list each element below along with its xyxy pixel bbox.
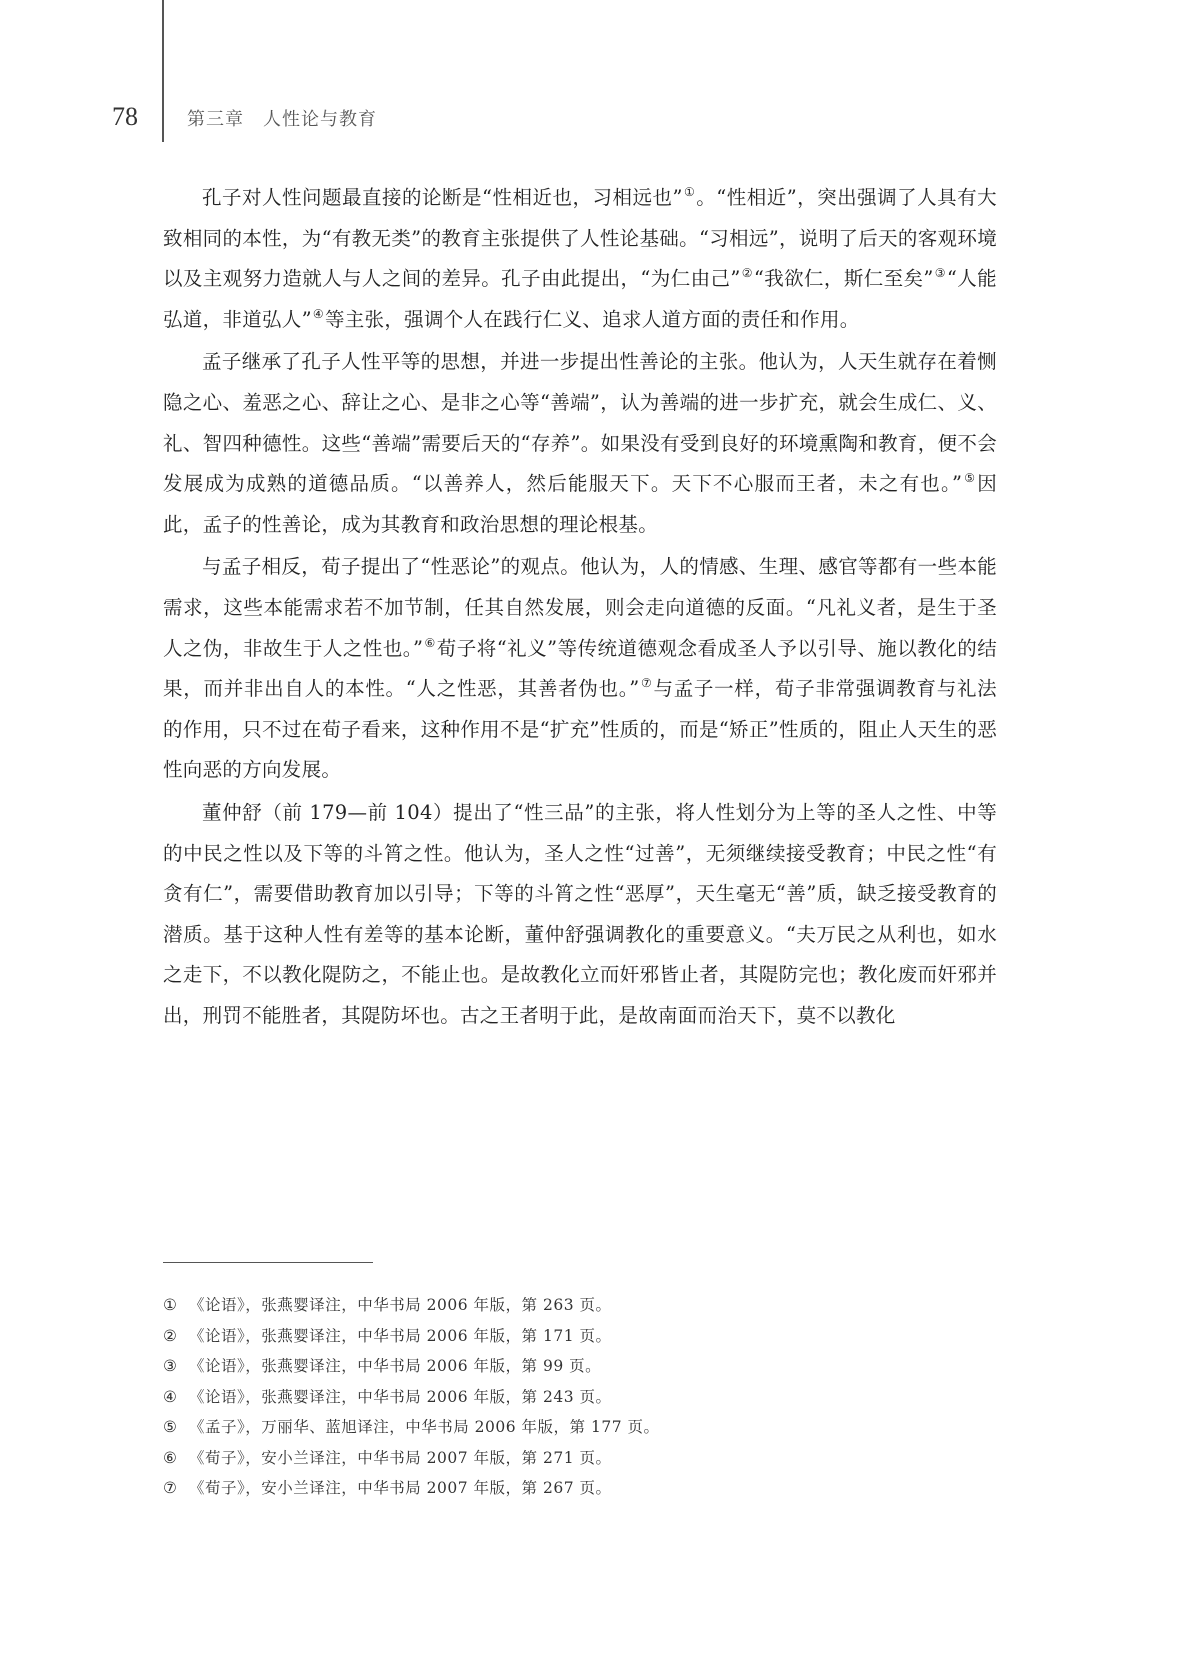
footnote-text: 《荀子》，安小兰译注，中华书局 2007 年版，第 267 页。 <box>189 1479 612 1497</box>
text-run: 。“性相近”，突出强调了人具有大致相同的本性，为“有教无类”的教育主张提供了人性论基础。“习相远”，说明了后天的客观环境以及主观努力造就人与人之间的差异。孔子由此提出，“为仁由己” <box>163 186 997 291</box>
running-header-title: 第三章 人性论与教育 <box>187 109 377 130</box>
text-run: 孔子对人性问题最直接的论断是“性相近也，习相远也” <box>202 186 683 209</box>
footnote <box>163 1321 997 1352</box>
body-text <box>163 178 997 1038</box>
footnote-ref: ④ <box>312 306 324 321</box>
footnote-mark: ④ <box>163 1387 178 1406</box>
footnotes <box>163 1290 997 1504</box>
footnote <box>163 1351 997 1382</box>
footnote <box>163 1473 997 1504</box>
paragraph-xunzi <box>163 547 997 791</box>
footnote-rule <box>163 1262 373 1263</box>
footnote-mark: ⑥ <box>163 1448 178 1467</box>
footnote-text: 《荀子》，安小兰译注，中华书局 2007 年版，第 271 页。 <box>189 1448 612 1467</box>
footnote-ref: ② <box>741 266 753 281</box>
text-run: 等主张，强调个人在践行仁义、追求人道方面的责任和作用。 <box>324 307 860 331</box>
footnote-mark: ⑤ <box>163 1418 178 1436</box>
footnote <box>163 1290 997 1321</box>
footnote-text: 《论语》，张燕婴译注，中华书局 2006 年版，第 171 页。 <box>189 1326 612 1345</box>
footnote-text: 《论语》，张燕婴译注，中华书局 2006 年版，第 243 页。 <box>189 1387 612 1406</box>
text-run: “我欲仁，斯仁至矣” <box>753 267 934 291</box>
paragraph-confucius <box>163 178 997 340</box>
footnote-text: 《孟子》，万丽华、蓝旭译注，中华书局 2006 年版，第 177 页。 <box>189 1418 660 1436</box>
text-run: 与孟子相反，荀子提出了“性恶论”的观点。他认为，人的情感、生理、感官等都有一些本能需求，这些本能需求若不加节制，任其自然发展，则会走向道德的反面。“凡礼义者，是生于圣人之伪，非故生于人之性也。” <box>163 555 997 660</box>
text-run: 荀子将“礼义”等传统道德观念看成圣人予以引导、施以教化的结果，而并非出自人的本性。“人之性恶，其善者伪也。” <box>163 636 998 701</box>
footnote-ref: ③ <box>934 266 946 281</box>
text-run: 董仲舒（前 179—前 104）提出了“性三品”的主张，将人性划分为上等的圣人之性、中等的中民之性以及下等的斗筲之性。他认为，圣人之性“过善”，无须继续接受教育；中民之性“有贪有仁”，需要借助教育加以引导；下等的斗筲之性“恶厚”，天生毫无“善”质，缺乏接受教育的潜质。基于这种人性有差等的基本论断，董仲舒强调教化的重要意义。“夫万民之从利也，如水之走下，不以教化隄防之，不能止也。是故教化立而奸邪皆止者，其隄防完也；教化废而奸邪并出，刑罚不能胜者，其隄防坏也。古之王者明于此，是故南面而治天下，莫不以教化 <box>163 800 997 1027</box>
text-run: “人能弘道，非道弘人” <box>163 267 997 331</box>
header-divider <box>162 0 164 142</box>
footnote-text: 《论语》，张燕婴译注，中华书局 2006 年版，第 99 页。 <box>189 1357 602 1375</box>
footnote <box>163 1412 997 1443</box>
footnote-mark: ③ <box>163 1357 178 1375</box>
footnote-ref: ⑤ <box>963 471 977 486</box>
footnote-mark: ① <box>163 1296 178 1314</box>
page-number: 78 <box>112 102 138 131</box>
paragraph-mencius <box>163 342 997 545</box>
text-run: 孟子继承了孔子人性平等的思想，并进一步提出性善论的主张。他认为，人天生就存在着恻隐之心、羞恶之心、辞让之心、是非之心等“善端”，认为善端的进一步扩充，就会生成仁、义、礼、智四种德性。这些“善端”需要后天的“存养”。如果没有受到良好的环境熏陶和教育，便不会发展成为成熟的道德品质。“以善养人，然后能服天下。天下不心服而王者，未之有也。” <box>163 350 997 496</box>
footnote <box>163 1443 997 1474</box>
text-run: 与孟子一样，荀子非常强调教育与礼法的作用，只不过在荀子看来，这种作用不是“扩充”性质的，而是“矫正”性质的，阻止人天生的恶性向恶的方向发展。 <box>163 677 997 782</box>
footnote <box>163 1382 997 1413</box>
footnote-ref: ⑥ <box>424 635 436 650</box>
footnote-ref: ① <box>683 185 696 199</box>
footnote-mark: ② <box>163 1326 178 1345</box>
text-run: 因此，孟子的性善论，成为其教育和政治思想的理论根基。 <box>163 472 997 536</box>
footnote-text: 《论语》，张燕婴译注，中华书局 2006 年版，第 263 页。 <box>189 1296 612 1314</box>
footnote-ref: ⑦ <box>640 676 653 691</box>
paragraph-dong-zhongshu <box>163 793 997 1037</box>
footnote-mark: ⑦ <box>163 1479 178 1497</box>
